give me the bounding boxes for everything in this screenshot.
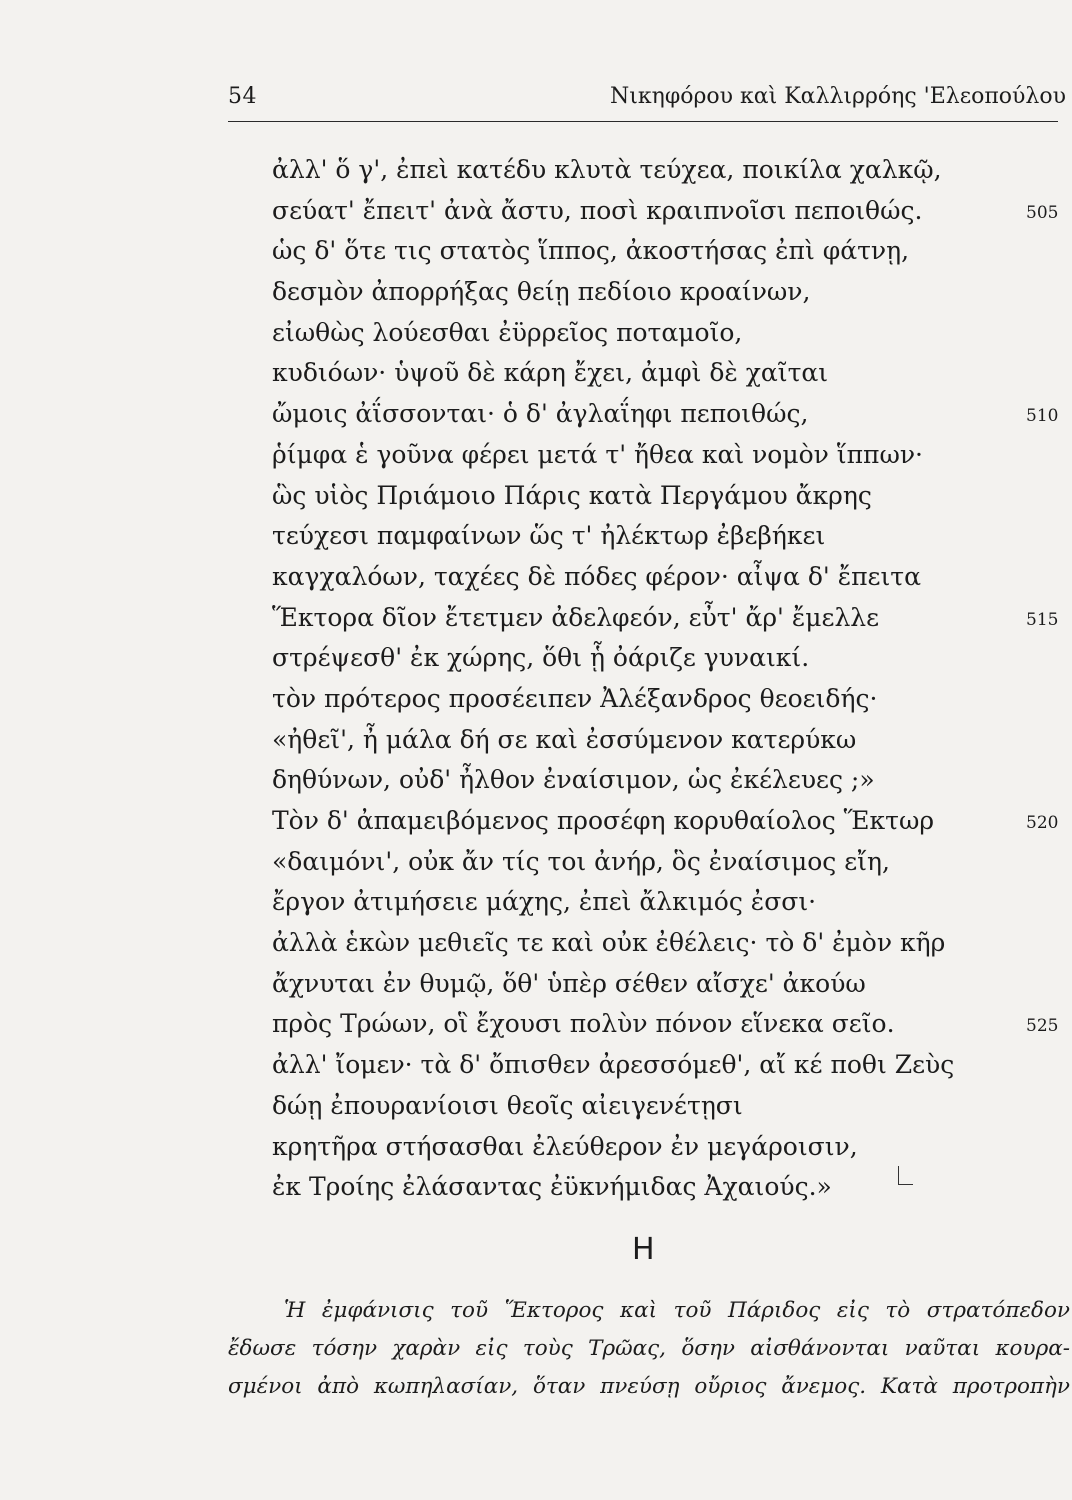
- line-number: 525: [1026, 1016, 1059, 1037]
- line-number: 510: [1026, 406, 1059, 427]
- verse-text: σεύατ' ἔπειτ' ἀνὰ ἄστυ, ποσὶ κραιπνοῖσι πεποιθώς.: [272, 195, 923, 225]
- page-number: 54: [228, 84, 257, 109]
- verse-line: [272, 1127, 1012, 1168]
- verse-text: κρητῆρα στήσασθαι ἐλεύθερον ἐν μεγάροισιν,: [272, 1131, 858, 1161]
- commentary-line: Ἡ ἐμφάνισις τοῦ Ἕκτορος καὶ τοῦ Πάριδος εἰς τὸ στρατόπεδον: [284, 1298, 1070, 1323]
- commentary-line: ἔδωσε τόσην χαρὰν εἰς τοὺς Τρῶας, ὅσην αἰσθάνονται ναῦται κουρα-: [228, 1336, 1070, 1361]
- line-number: 515: [1026, 609, 1059, 630]
- verse-line: [272, 435, 1012, 476]
- verse-text: τεύχεσι παμφαίνων ὥς τ' ἠλέκτωρ ἐβεβήκει: [272, 521, 826, 551]
- verse-text: «ἠθεῖ', ἦ μάλα δή σε καὶ ἐσσύμενον κατερύκω: [272, 724, 857, 754]
- verse-text: ἀλλὰ ἑκὼν μεθιεῖς τε καὶ οὐκ ἐθέλεις· τὸ δ' ἐμὸν κῆρ: [272, 928, 946, 958]
- verse-line: [272, 313, 1012, 354]
- verse-text: δεσμὸν ἀπορρήξας θείῃ πεδίοιο κροαίνων,: [272, 277, 811, 307]
- page-header: [228, 84, 1066, 116]
- line-number: 505: [1026, 202, 1059, 223]
- verse-text: δηθύνων, οὐδ' ἦλθον ἐναίσιμον, ὡς ἐκέλευες ;»: [272, 765, 875, 795]
- verse-line: [272, 191, 1059, 232]
- verse-line: [272, 882, 1012, 923]
- verse-line: [272, 1086, 1012, 1127]
- verse-line: [272, 964, 1012, 1005]
- verse-text: εἰωθὼς λούεσθαι ἐϋρρεῖος ποταμοῖο,: [272, 317, 743, 347]
- verse-text: πρὸς Τρώων, οἳ ἔχουσι πολὺν πόνον εἵνεκα σεῖο.: [272, 1009, 895, 1039]
- verse-line: [272, 516, 1012, 557]
- verse-text: δώῃ ἐπουρανίοισι θεοῖς αἰειγενέτῃσι: [272, 1090, 743, 1120]
- verse-text: «δαιμόνι', οὐκ ἄν τίς τοι ἀνήρ, ὃς ἐναίσιμος εἴη,: [272, 846, 890, 876]
- margin-mark: [898, 1166, 913, 1185]
- verse-text: ὤμοις ἀΐσσονται· ὁ δ' ἀγλαΐηφι πεποιθώς,: [272, 399, 809, 429]
- line-number: 520: [1026, 813, 1059, 833]
- verse-line: [272, 720, 1012, 761]
- verse-line: [272, 842, 1012, 883]
- verse-text: ὡς δ' ὅτε τις στατὸς ἵππος, ἀκοστήσας ἐπὶ φάτνῃ,: [272, 236, 910, 266]
- verse-line: [272, 476, 1012, 517]
- verse-text: ἀλλ' ὅ γ', ἐπεὶ κατέδυ κλυτὰ τεύχεα, ποικίλα χαλκῷ,: [272, 155, 942, 184]
- verse-line: [272, 394, 1059, 435]
- verse-line: [272, 598, 1059, 639]
- verse-text: καγχαλόων, ταχέες δὲ πόδες φέρον· αἶψα δ' ἔπειτα: [272, 561, 922, 591]
- verse-line: [272, 1045, 1012, 1086]
- header-rule: [228, 121, 1058, 122]
- verse-line: [272, 353, 1012, 394]
- section-letter: Η: [632, 1232, 655, 1267]
- verse-text: ἄχνυται ἐν θυμῷ, ὅθ' ὑπὲρ σέθεν αἴσχε' ἀκούω: [272, 968, 866, 998]
- verse-text: ὣς υἱὸς Πριάμοιο Πάρις κατὰ Περγάμου ἄκρης: [272, 480, 872, 510]
- verse-line: [272, 679, 1012, 720]
- verse-line: [272, 557, 1012, 598]
- verse-text: ἐκ Τροίης ἐλάσαντας ἐϋκνήμιδας Ἀχαιούς.»: [272, 1172, 832, 1202]
- verse-text: ἀλλ' ἴομεν· τὰ δ' ὄπισθεν ἀρεσσόμεθ', αἴ κέ ποθι Ζεὺς: [272, 1050, 955, 1080]
- verse-text: Τὸν δ' ἀπαμειβόμενος προσέφη κορυθαίολος Ἕκτωρ: [272, 806, 935, 835]
- verse-block: [272, 150, 1059, 1208]
- verse-text: ῥίμφα ἑ γοῦνα φέρει μετά τ' ἤθεα καὶ νομὸν ἵππων·: [272, 439, 923, 469]
- verse-text: στρέψεσθ' ἐκ χώρης, ὅθι ᾗ ὀάριζε γυναικί.: [272, 643, 810, 673]
- commentary-paragraph: [228, 1292, 1070, 1406]
- verse-text: κυδιόων· ὑψοῦ δὲ κάρη ἔχει, ἀμφὶ δὲ χαῖται: [272, 358, 829, 388]
- verse-line: [272, 801, 1059, 842]
- verse-line: [272, 760, 1012, 801]
- verse-line: [272, 1004, 1059, 1045]
- verse-text: τὸν πρότερος προσέειπεν Ἀλέξανδρος θεοειδής·: [272, 683, 878, 713]
- verse-line: [272, 638, 1012, 679]
- verse-text: ἔργον ἀτιμήσειε μάχης, ἐπεὶ ἄλκιμός ἐσσι·: [272, 887, 817, 917]
- verse-line: [272, 150, 1012, 191]
- commentary-line: σμένοι ἀπὸ κωπηλασίαν, ὅταν πνεύσῃ οὔριος ἄνεμος. Κατὰ προτροπὴν: [228, 1374, 1070, 1399]
- verse-line: [272, 231, 1012, 272]
- running-head: Νικηφόρου καὶ Καλλιρρόης 'Ελεοπούλου: [610, 84, 1066, 109]
- verse-line: [272, 272, 1012, 313]
- verse-text: Ἕκτορα δῖον ἔτετμεν ἀδελφεόν, εὖτ' ἄρ' ἔμελλε: [272, 602, 880, 632]
- verse-line: [272, 923, 1012, 964]
